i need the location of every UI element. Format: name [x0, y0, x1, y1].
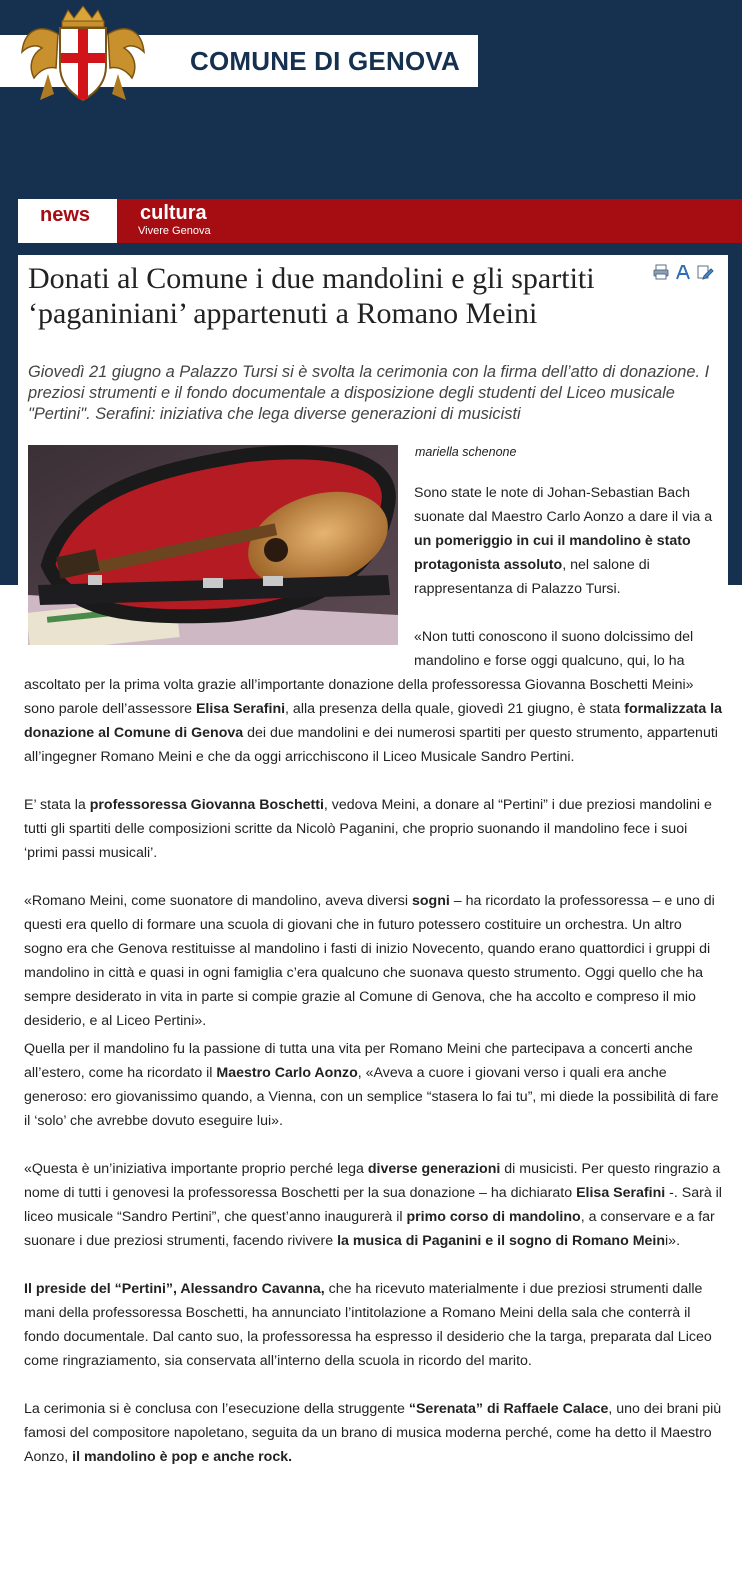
paragraph-8: La cerimonia si è conclusa con l’esecuzione della struggente “Serenata” di Raffaele Calace, uno dei brani più famosi del compositore napoletano, seguita da un brano di musica moderna perché, come ha detto il Maestro Aonzo, il mandolino è pop e anche rock.	[24, 1401, 722, 1465]
article-panel	[18, 255, 728, 1576]
font-size-icon[interactable]	[674, 263, 692, 281]
city-crest-logo[interactable]	[18, 4, 148, 108]
edit-icon[interactable]	[696, 263, 714, 281]
photo-spacer	[24, 481, 414, 658]
paragraph-4: «Romano Meini, come suonatore di mandolino, aveva diversi sogni – ha ricordato la professoressa – e uno di questi era quello di formare una scuola di giovani che in futuro potessero costituire un orchestra. Un altro sogno era che Genova restituisse al mandolino i fasti di inizio Novecento, quando erano quattordici i gruppi di mandolino in città e quasi in ogni famiglia c’era qualcuno che suonava questo strumento. Oggi quello che ha sempre desiderato in vita in parte si compie grazie al Comune di Genova, che ha accolto e compreso il mio desiderio, e al Liceo Pertini».	[24, 893, 715, 1029]
article-author: mariella schenone	[415, 445, 517, 459]
tab-news[interactable]	[18, 199, 117, 243]
paragraph-3: E’ stata la professoressa Giovanna Boschetti, vedova Meini, a donare al “Pertini” i due preziosi mandolini e tutti gli spartiti delle composizioni scritte da Nicolò Paganini, che proprio suonando il mandolino fece i suoi ‘primi passi musicali’.	[24, 797, 712, 861]
article-lead: Giovedì 21 giugno a Palazzo Tursi si è svolta la cerimonia con la firma dell’atto di donazione. I preziosi strumenti e il fondo documentale a disposizione degli studenti del Liceo musicale "Pertini". Serafini: iniziativa che lega diverse generazioni di musicisti	[28, 363, 710, 423]
site-title[interactable]: COMUNE DI GENOVA	[190, 46, 460, 76]
article-body	[24, 481, 724, 1469]
article-tools	[652, 263, 714, 281]
tab-cultura-label[interactable]: cultura	[140, 202, 207, 224]
paragraph-5: Quella per il mandolino fu la passione di tutta una vita per Romano Meini che partecipava a concerti anche all’estero, come ha ricordato il Maestro Carlo Aonzo, «Aveva a cuore i giovani verso i quali era anche generoso: ero giovanissimo quando, a Vienna, con un semplice “stasera lo fai tu”, mi diede la possibilità di fare il ‘solo’ che avrebbe dovuto eseguire lui».	[24, 1041, 719, 1129]
paragraph-1: Sono state le note di Johan-Sebastian Bach suonate dal Maestro Carlo Aonzo a dare il via a un pomeriggio in cui il mandolino è stato protagonista assoluto, nel salone di rappresentanza di Palazzo Tursi.	[414, 485, 713, 597]
paragraph-2: «Non tutti conoscono il suono dolcissimo del mandolino e forse oggi qualcuno, qui, lo ha ascoltato per la prima volta grazie all’importante donazione della professoressa Giovanna Boschetti Meini» sono parole dell’assessore Elisa Serafini, alla presenza della quale, giovedì 21 giugno, è stata formalizzata la donazione al Comune di Genova dei due mandolini e dei numerosi spartiti per questo strumento, appartenuti all’ingegner Romano Meini e che da oggi arricchiscono il Liceo Musicale Sandro Pertini.	[24, 629, 722, 765]
article-title: Donati al Comune i due mandolini e gli spartiti ‘paganiniani’ appartenuti a Romano Meini	[28, 262, 595, 330]
paragraph-7: Il preside del “Pertini”, Alessandro Cavanna, che ha ricevuto materialmente i due preziosi strumenti dalle mani della professoressa Boschetti, ha annunciato l’intitolazione a Romano Meini della sala che conterrà il fondo documentale. Dal canto suo, la professoressa ha espresso il desiderio che la targa, preparata dal Liceo come ringraziamento, sia conservata all’interno della scuola in ricordo del marito.	[24, 1281, 712, 1369]
paragraph-6: «Questa è un’iniziativa importante proprio perché lega diverse generazioni di musicisti. Per questo ringrazio a nome di tutti i genovesi la professoressa Boschetti per la sua donazione – ha dichiarato Elisa Serafini -. Sarà il liceo musicale “Sandro Pertini”, che quest’anno inaugurerà il primo corso di mandolino, a conservare e a far suonare i due preziosi strumenti, facendo rivivere la musica di Paganini e il sogno di Romano Meini».	[24, 1161, 722, 1249]
tab-news-label[interactable]: news	[40, 204, 91, 226]
nav-subtitle[interactable]: Vivere Genova	[138, 225, 211, 237]
section-nav	[18, 199, 742, 243]
